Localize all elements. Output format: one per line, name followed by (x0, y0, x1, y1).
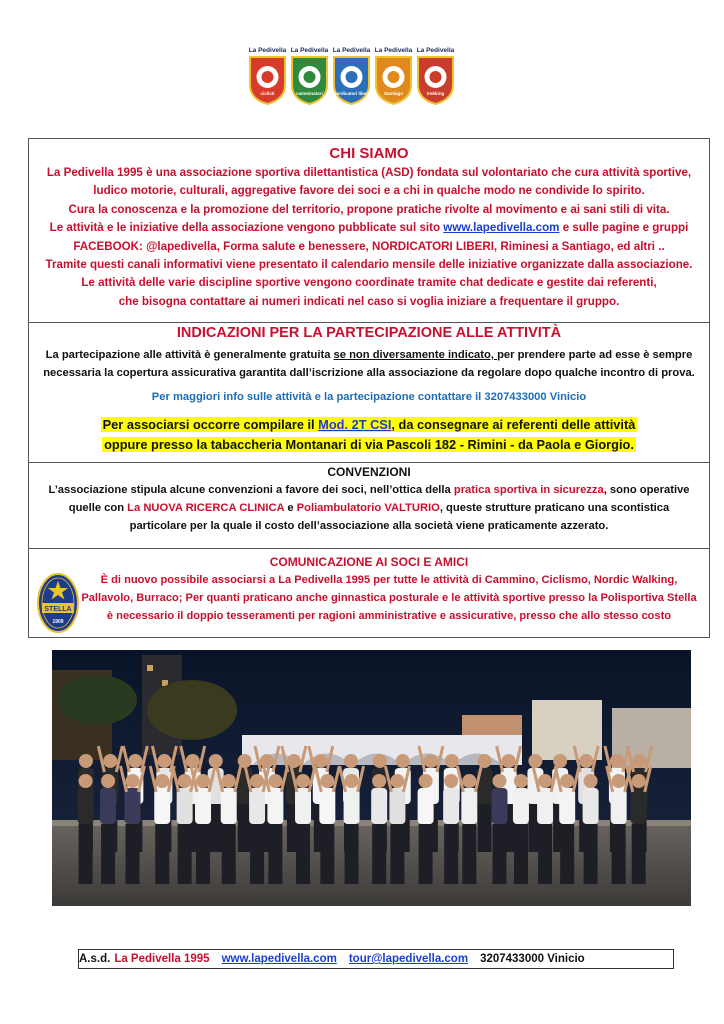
chi-siamo-line: FACEBOOK: @lapedivella, Forma salute e benessere, NORDICATORI LIBERI, Riminesi a Santiago, ed altri .. (73, 239, 665, 253)
text-fragment: per prendere parte ad esse è sempre (497, 349, 693, 361)
shield-icon (374, 55, 413, 105)
chi-siamo-text (29, 164, 709, 311)
logo-caption: La Pedivella (248, 47, 287, 54)
person (583, 774, 599, 884)
person (418, 774, 434, 884)
svg-text:nordicatori liberi: nordicatori liberi (333, 91, 370, 96)
logo-caption: La Pedivella (290, 47, 329, 54)
shield-icon (248, 55, 287, 105)
text-fragment: , queste strutture praticano una scontistica (439, 502, 670, 514)
footer-bar (78, 949, 674, 969)
comunicazione-text (69, 571, 709, 625)
comunicazione-section (28, 548, 710, 638)
indicazioni-section (28, 322, 710, 464)
person (371, 774, 387, 884)
site-link[interactable]: www.lapedivella.com (443, 221, 560, 235)
svg-text:camminatori: camminatori (296, 91, 323, 96)
svg-text:ciclisti: ciclisti (260, 91, 275, 96)
chi-siamo-line: Le attività delle varie discipline sportive vengono coordinate tramite chat dedicate e gestite dai referenti, (81, 276, 657, 290)
person (477, 754, 493, 852)
svg-text:1909: 1909 (52, 619, 64, 625)
convenzioni-text (29, 481, 709, 535)
text-fragment: e sulle pagine e gruppi (559, 221, 689, 235)
indicazioni-text (29, 347, 709, 382)
polisportiva-stella-logo (37, 573, 79, 633)
highlight-line (101, 417, 638, 432)
logo-caption: La Pedivella (416, 47, 455, 54)
footer-site-link[interactable]: www.lapedivella.com (221, 953, 337, 965)
text-fragment: L’associazione stipula alcune convenzioni a favore dei soci, nell’ottica della (48, 484, 454, 496)
person (443, 774, 459, 884)
logo-caption: La Pedivella (374, 47, 413, 54)
indicazioni-line: necessaria la copertura assicurativa garantita dall’iscrizione alla associazione da regolare dopo qualche incontro di prova. (43, 366, 695, 379)
mod-2t-csi-link[interactable]: Mod. 2T CSI (318, 417, 392, 432)
footer-name: La Pedivella 1995 (114, 953, 210, 965)
chi-siamo-section (28, 138, 710, 324)
indicazioni-title: INDICAZIONI PER LA PARTECIPAZIONE ALLE ATTIVITÀ (176, 325, 562, 341)
info-contact: Per maggiori info sulle attività e la partecipazione contattare il 3207433000 Vinicio (151, 391, 587, 403)
chi-siamo-line (29, 219, 709, 237)
svg-text:STELLA: STELLA (44, 606, 72, 613)
indicazioni-line (29, 347, 709, 365)
text-fragment-red: La NUOVA RICERCA CLINICA (127, 502, 285, 514)
text-fragment-underlined: se non diversamente indicato, (333, 349, 498, 361)
comunicazione-line: è necessario il doppio tesseramenti per ragioni amministrative e assicurative, presso che allo stesso costo (106, 610, 672, 622)
comunicazione-line: Pallavolo, Burraco; Per quanti praticano anche ginnastica posturale e le attività sportive presso la Polisportiva Stella (81, 592, 697, 604)
convenzioni-title: CONVENZIONI (327, 465, 411, 479)
text-fragment: Le attività e le iniziative della associazione vengono pubblicate sul sito (49, 221, 444, 235)
text-fragment-red: Poliambulatorio VALTURIO (296, 502, 440, 514)
highlight-block (29, 415, 709, 455)
person (513, 774, 529, 884)
text-fragment: quelle con (68, 502, 128, 514)
text-fragment: La partecipazione alle attività è generalmente gratuita (45, 349, 334, 361)
text-fragment: e (284, 502, 297, 514)
highlight-line: oppure presso la tabaccheria Montanari di via Pascoli 182 - Rimini - da Paola e Giorgio. (104, 437, 634, 452)
logo-caption: La Pedivella (332, 47, 371, 54)
chi-siamo-line: Cura la conoscenza e la promozione del territorio, propone pratiche rivolte al movimento e ai sani stili di vita. (68, 202, 670, 216)
svg-text:trekking: trekking (426, 91, 445, 96)
text-fragment: Per associarsi occorre compilare il (102, 417, 319, 432)
logo-santiago (374, 46, 413, 106)
person (491, 774, 507, 884)
convenzioni-line: particolare per la quale il costo dell’associazione alla società viene praticamente azzerato. (129, 520, 609, 532)
convenzioni-line (29, 499, 709, 517)
convenzioni-line (29, 481, 709, 499)
chi-siamo-title: CHI SIAMO (329, 145, 409, 162)
svg-text:Santiago: Santiago (383, 91, 404, 96)
text-fragment: , da consegnare ai referenti delle attività (391, 417, 636, 432)
shield-icon (416, 55, 455, 105)
logo-cammino (290, 46, 329, 106)
chi-siamo-line: ludico motorie, culturali, aggregative favore dei soci e a chi in qualche modo ne condivide lo spirito. (93, 184, 645, 198)
chi-siamo-line: che bisogna contattare ai numeri indicati nel caso si voglia iniziare a frequentare il gruppo. (118, 294, 620, 308)
logo-nordic (332, 46, 371, 106)
comunicazione-title: COMUNICAZIONE AI SOCI E AMICI (269, 555, 469, 569)
logo-strip (248, 46, 458, 112)
shield-icon (290, 55, 329, 105)
chi-siamo-line: Tramite questi canali informativi viene presentato il calendario mensile delle iniziative organizzate dalla associazione. (45, 258, 693, 272)
text-fragment-red: pratica sportiva in sicurezza (453, 484, 604, 496)
text-fragment: , sono operative (603, 484, 690, 496)
logo-trekking (416, 46, 455, 106)
footer-asd: A.s.d. (79, 953, 111, 965)
group-photo (52, 650, 691, 906)
chi-siamo-line: La Pedivella 1995 è una associazione sportiva dilettantistica (ASD) fondata sul volontariato che cura attività sportive, (46, 166, 692, 179)
shield-icon (332, 55, 371, 105)
person (100, 774, 116, 884)
person (78, 774, 94, 884)
comunicazione-line: È di nuovo possibile associarsi a La Pedivella 1995 per tutte le attività di Cammino, Ciclismo, Nordic Walking, (100, 574, 678, 586)
group-photo-illustration (52, 650, 691, 906)
footer-email-link[interactable]: tour@lapedivella.com (348, 953, 469, 965)
footer-phone: 3207433000 Vinicio (480, 953, 585, 965)
convenzioni-section (28, 462, 710, 550)
logo-cicloturismo (248, 46, 287, 106)
